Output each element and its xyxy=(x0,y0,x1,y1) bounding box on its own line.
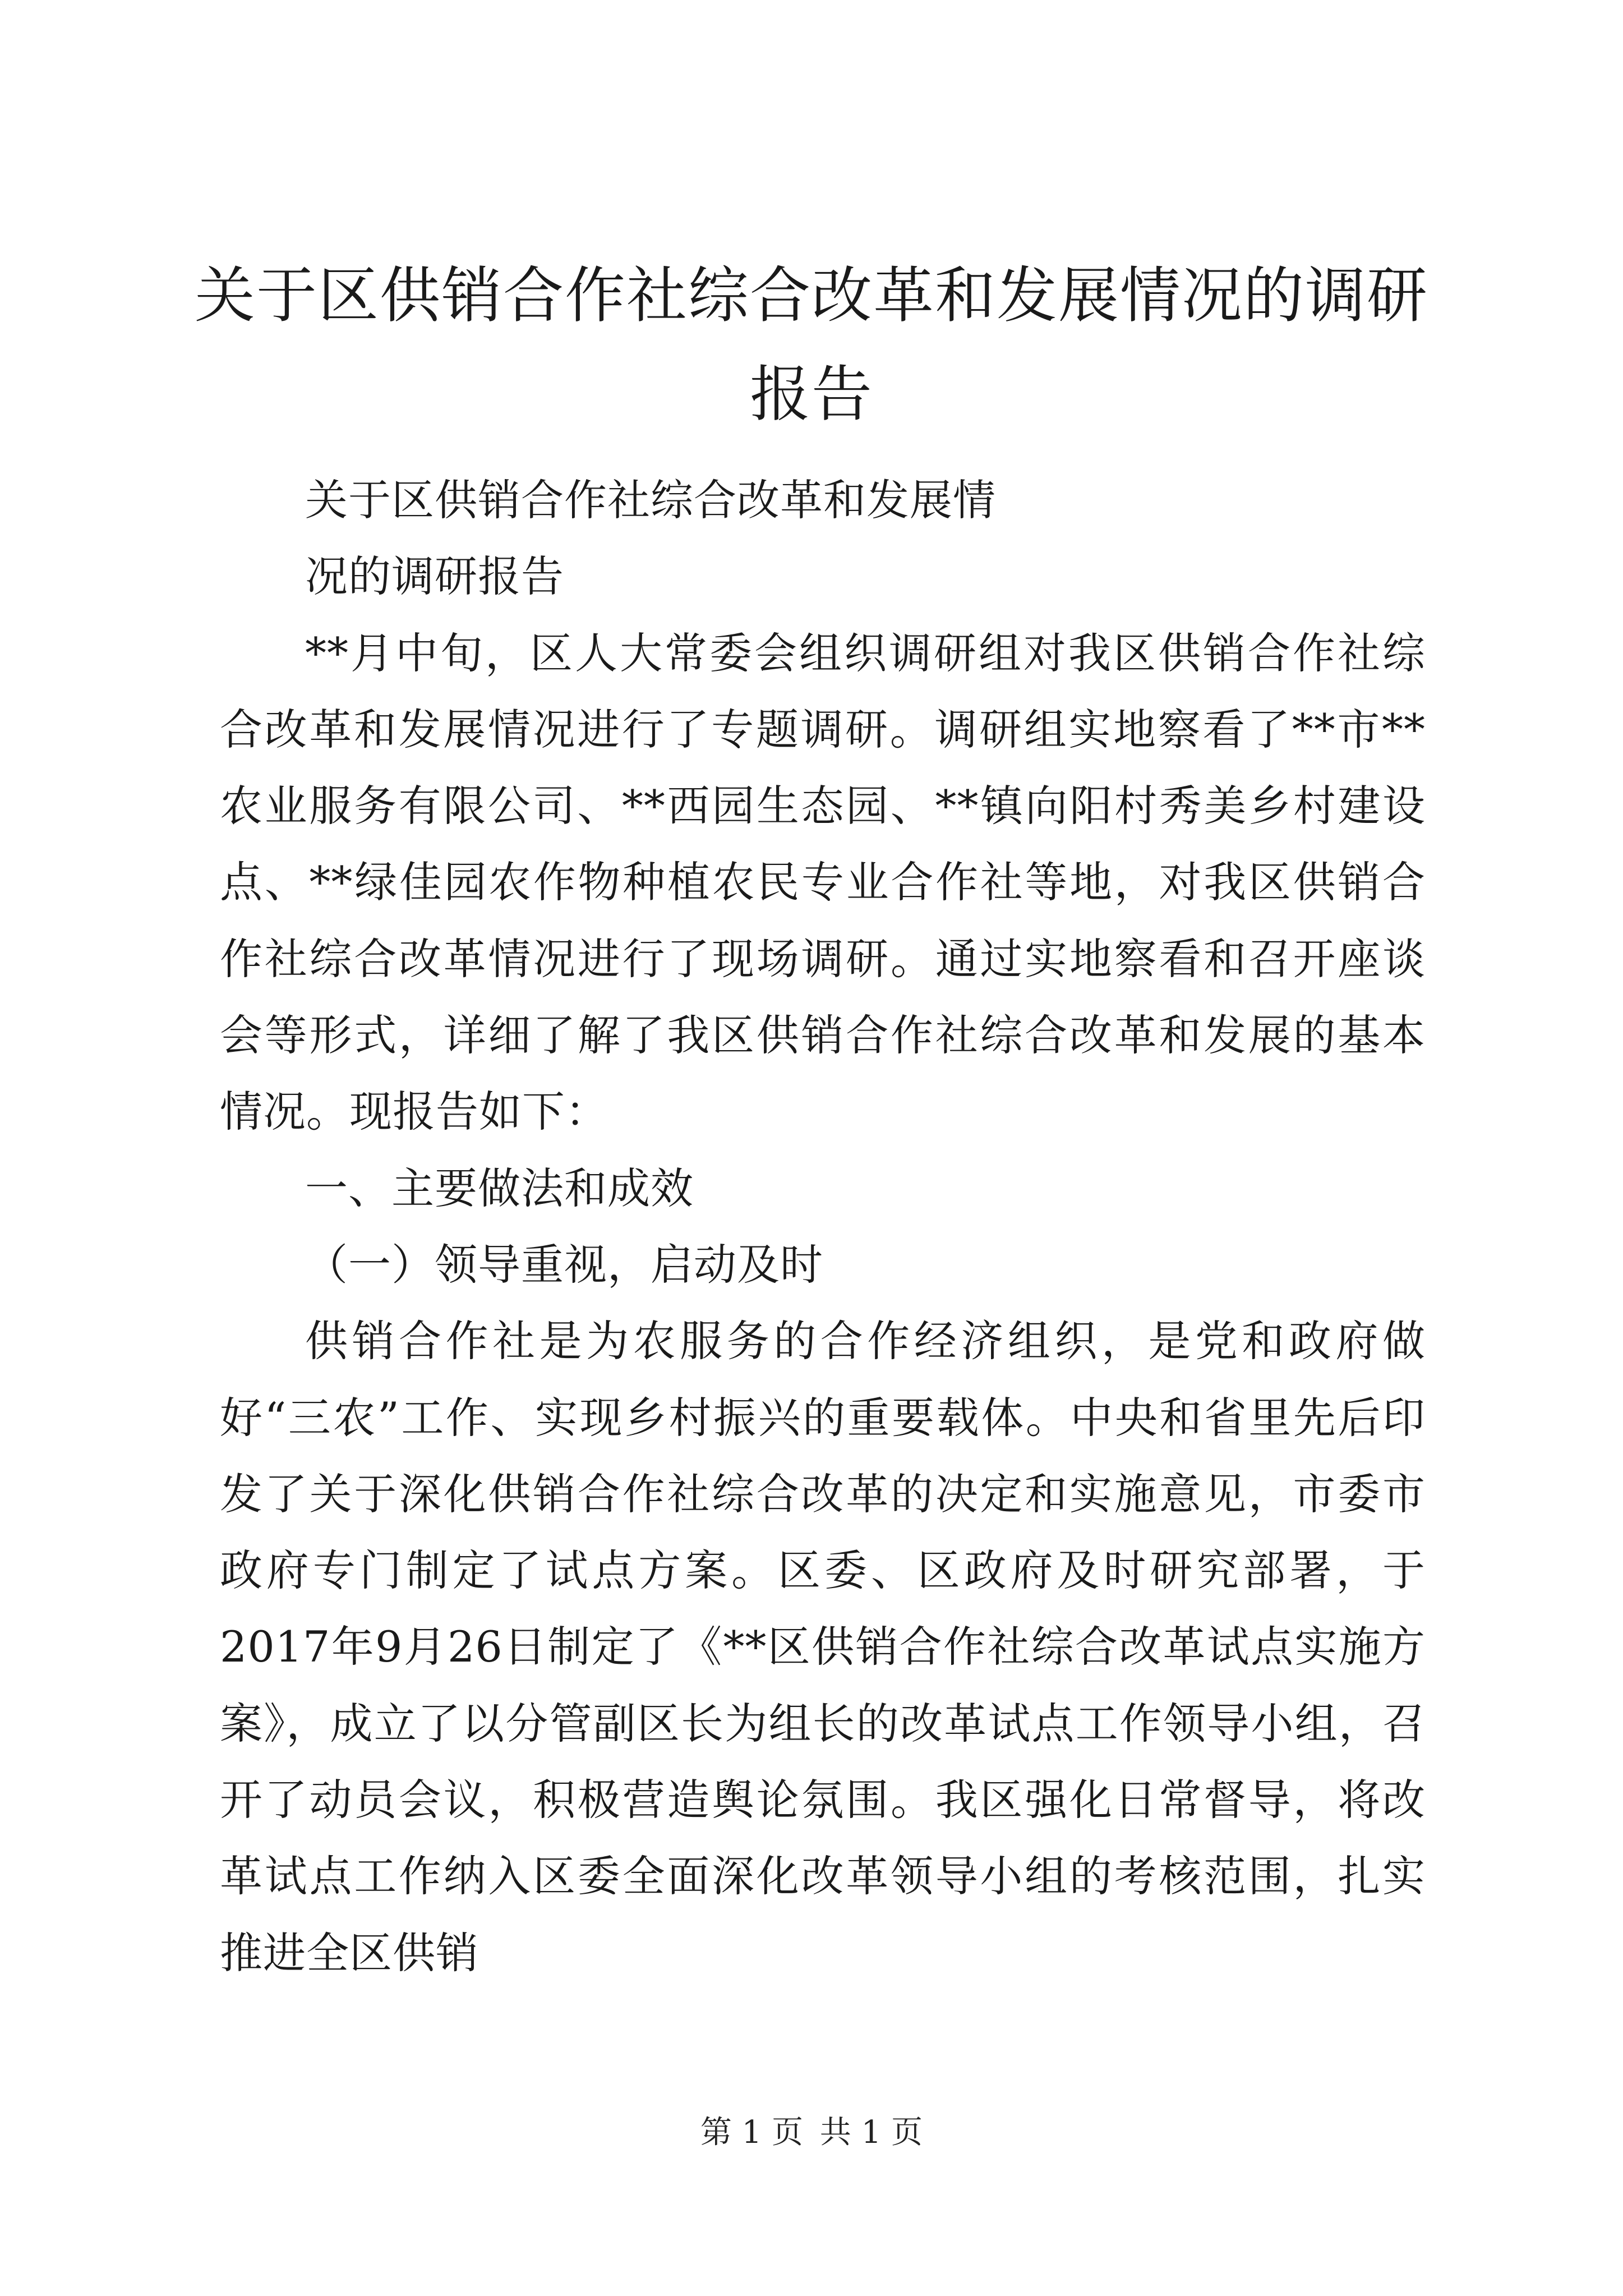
paragraph-intro: **月中旬，区人大常委会组织调研组对我区供销合作社综合改革和发展情况进行了专题调研。调研组实地察看了**市**农业服务有限公司、**西园生态园、**镇向阳村秀美乡村建设点、**绿佳园农作物种植农民专业合作社等地，对我区供销合作社综合改革情况进行了现场调研。通过实地察看和召开座谈会等形式，详细了解了我区供销合作社综合改革和发展的基本情况。现报告如下： xyxy=(220,628,1426,1137)
page-total: 共 1 页 xyxy=(819,2114,923,2151)
paragraph-subtitle-line-2: 况的调研报告 xyxy=(305,551,564,602)
document-body xyxy=(220,462,1426,1991)
paragraph-subtitle-line-1: 关于区供销合作社综合改革和发展情 xyxy=(305,475,996,525)
subsection-heading: （一）领导重视，启动及时 xyxy=(305,1239,823,1290)
paragraph-body: 供销合作社是为农服务的合作经济组织，是党和政府做好“三农”工作、实现乡村振兴的重要载体。中央和省里先后印发了关于深化供销合作社综合改革的决定和实施意见，市委市政府专门制定了试点方案。区委、区政府及时研究部署，于2017年9月26日制定了《**区供销合作社综合改革试点实施方案》，成立了以分管副区长为组长的改革试点工作领导小组，召开了动员会议，积极营造舆论氛围。我区强化日常督导，将改革试点工作纳入区委全面深化改革领导小组的考核范围，扎实推进全区供销 xyxy=(220,1316,1426,1978)
page-footer xyxy=(0,2110,1623,2155)
section-heading: 一、主要做法和成效 xyxy=(305,1163,694,1213)
page-number: 第 1 页 xyxy=(700,2114,804,2151)
document-title: 关于区供销合作社综合改革和发展情况的调研报告 xyxy=(194,261,1428,430)
